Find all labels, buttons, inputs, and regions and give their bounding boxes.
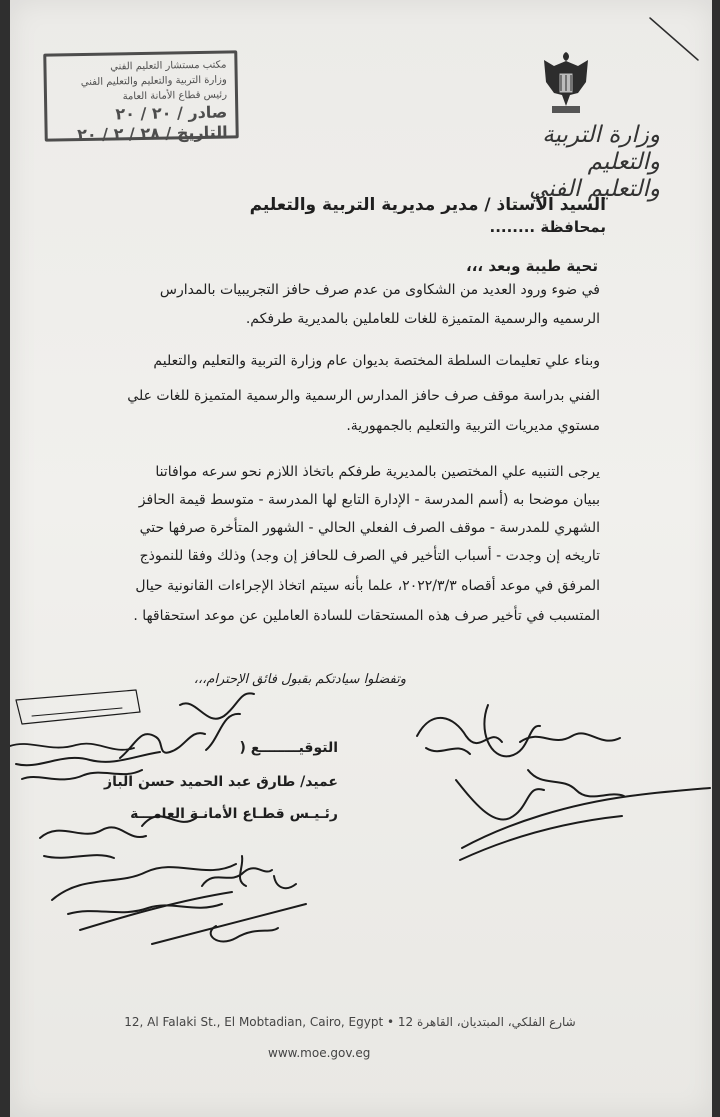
footer-address: 12, Al Falaki St., El Mobtadian, Cairo, Egypt • 12 شارع الفلكي، المبتديان، القاهرة [124,1015,576,1029]
footer-website: www.moe.gov.eg [268,1046,371,1060]
paragraph-3-line-1: يرجى التنبيه علي المختصين بالمديرية طرفكم باتخاذ اللازم نحو سرعه موافاتنا [155,464,600,480]
right-page-edge [712,0,720,1117]
stamp-line-1: مكتب مستشار التعليم الفني [110,59,227,73]
paragraph-3-line-5: المرفق في موعد أقصاه ٢٠٢٢/٣/٣، علما بأنه سيتم اتخاذ الإجراءات القانونية حيال [135,578,600,594]
stamp-issued: صادر / ٢٠ / ٢٠ [115,102,228,124]
paragraph-3-line-2: ببيان موضحا به (أسم المدرسة - الإدارة التابع لها المدرسة - متوسط قيمة الحافز [138,492,600,508]
stamp-line-2: وزارة التربية والتعليم والتعليم الفني [80,74,227,89]
stamp-date: التاريخ / ٢٨ / ٢ / ٢٠ [76,122,228,145]
paragraph-3-line-4: تاريخه إن وجدت - أسباب التأخير في الصرف للحافز إن وجد) وذلك وفقا للنموذج [139,548,600,564]
paragraph-2-line-3: مستوي مديريات التربية والتعليم بالجمهورية. [346,418,600,434]
handwritten-annotations [10,0,714,1117]
closing-line: وتفضلوا سيادتكم بقبول فائق الإحترام،،، [193,672,406,687]
greeting: تحية طيبة وبعد ،،، [466,257,598,275]
paragraph-3-line-6: المتسبب في تأخير صرف هذه المستحقات للسادة العاملين عن موعد استحقاقها . [133,608,600,624]
ministry-line-1: وزارة التربية والتعليم [542,122,660,175]
paragraph-2-line-2: الفني بدراسة موقف صرف حافز المدارس الرسمية والرسمية المتميزة للغات علي [127,388,600,404]
document-page [10,0,714,1117]
paragraph-1-line-2: الرسميه والرسمية المتميزة للغات للعاملين بالمديرية طرفكم. [245,311,600,327]
paragraph-3-line-3: الشهري للمدرسة - موقف الصرف الفعلي الحالي - الشهور المتأخرة صرفها حتي [139,520,600,536]
paragraph-2-line-1: وبناء علي تعليمات السلطة المختصة بديوان عام وزارة التربية والتعليم والتعليم [153,353,600,369]
ministry-line-2: والتعليم الفني [529,176,660,202]
governorate-line: بمحافظة ........ [489,218,606,236]
signatory-title: رئـيـس قطـاع الأمانـة العامـــة [130,806,338,822]
signatory-name: عميد/ طارق عبد الحميد حسن الباز [104,774,338,790]
addressee-line: السيد الأستاذ / مدير مديرية التربية والتعليم [249,195,606,215]
stamp-line-3: رئيس قطاع الأمانة العامة [122,89,228,103]
signature-label: التوقيــــــــع ( [239,740,338,756]
paragraph-1-line-1: في ضوء ورود العديد من الشكاوى من عدم صرف حافز التجريبيات بالمدارس [159,282,600,298]
